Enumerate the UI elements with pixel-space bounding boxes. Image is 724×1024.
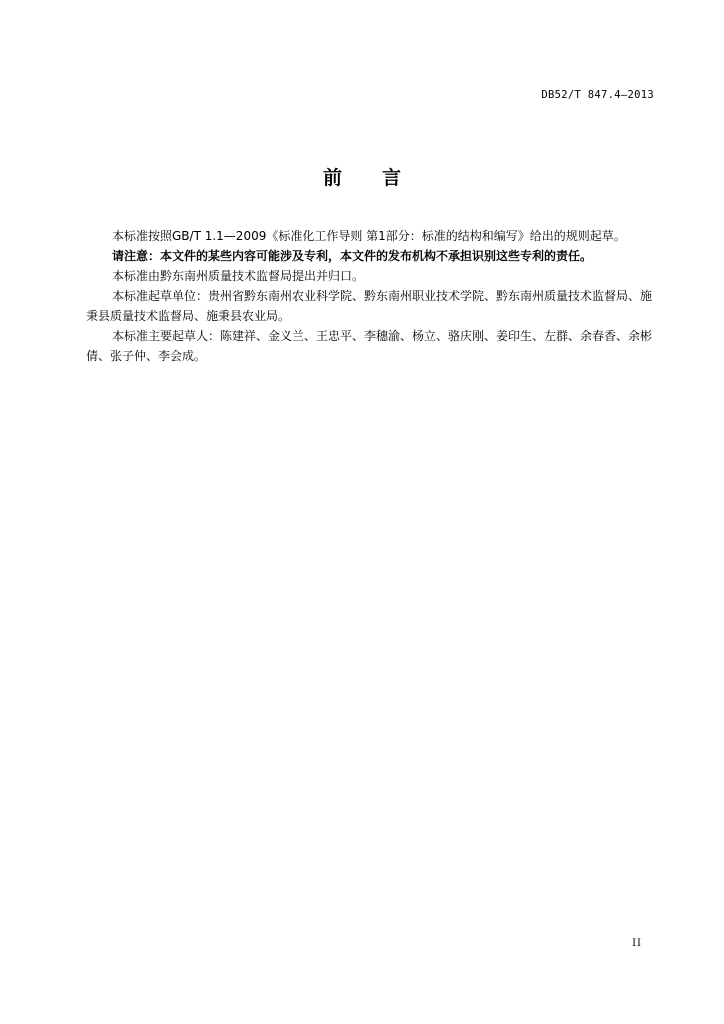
paragraph-patent-notice: 请注意：本文件的某些内容可能涉及专利，本文件的发布机构不承担识别这些专利的责任。 xyxy=(112,249,593,263)
paragraph-drafting-units: 本标准起草单位：贵州省黔东南州农业科学院、黔东南州职业技术学院、黔东南州质量技术监督局、施秉县质量技术监督局、施秉县农业局。 xyxy=(86,289,653,323)
title-char-1: 前 xyxy=(322,167,342,189)
page-title xyxy=(0,163,724,190)
paragraph-proposer: 本标准由黔东南州质量技术监督局提出并归口。 xyxy=(112,269,365,283)
title-char-2: 言 xyxy=(382,167,402,189)
page-number: II xyxy=(632,938,642,949)
standard-code: DB52/T 847.4—2013 xyxy=(541,89,654,101)
foreword-body xyxy=(86,226,656,366)
paragraph-drafters: 本标准主要起草人：陈建祥、金义兰、王忠平、李穗渝、杨立、骆庆刚、姜印生、左群、余春香、余彬倩、张子仲、李会成。 xyxy=(86,329,653,363)
paragraph-drafting-rules: 本标准按照GB/T 1.1—2009《标准化工作导则 第1部分：标准的结构和编写》给出的规则起草。 xyxy=(112,229,626,243)
